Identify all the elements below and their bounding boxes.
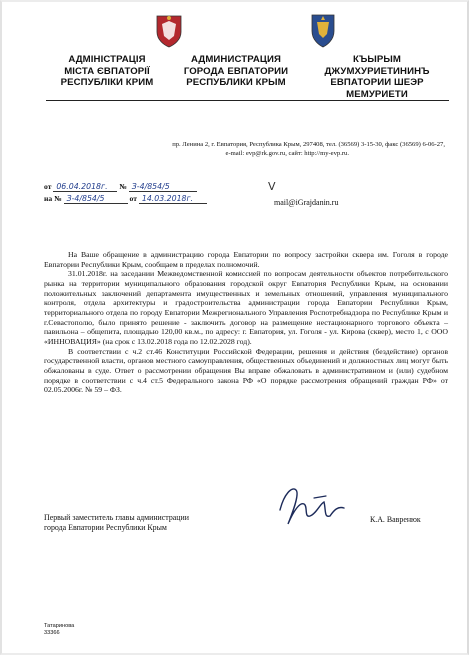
addressee-email: mail@iGrajdanin.ru	[274, 198, 339, 207]
executor-name: Татаринова	[44, 623, 75, 629]
header-line: МІСТА ЄВПАТОРІЇ	[64, 65, 150, 77]
header-crimean-tatar	[302, 54, 452, 100]
contact-address: пр. Ленина 2, г. Евпатория, Республика Крым, 297408, тел. (36569) 3-15-30, факс (36569) 6-06-27,	[172, 141, 445, 148]
outgoing-number: З-4/854/5	[129, 183, 197, 192]
checkmark-icon: V	[268, 180, 276, 193]
signatory-title	[44, 513, 189, 532]
header-line: ЕВПАТОРИИ ШЕЭР	[330, 77, 424, 88]
header-line: РЕСПУБЛІКИ КРИМ	[60, 77, 154, 88]
handwritten-signature	[274, 480, 354, 532]
header-divider	[46, 100, 449, 101]
letter-body	[44, 250, 448, 395]
header-ukrainian	[52, 54, 162, 89]
crimea-coat-of-arms-icon	[154, 12, 184, 48]
header-line: АДМИНИСТРАЦИЯ	[191, 54, 281, 65]
signatory-name: К.А. Вавренюк	[370, 515, 421, 524]
from-label: от	[44, 182, 52, 191]
executor-phone: 33366	[44, 629, 60, 636]
paragraph-decision: 31.01.2018г. на заседании Межведомственной комиссией по вопросам деятельности объектов потребительского рынка на территории муниципального образования городской округ Евпатория Республики Крым, на основании положительных заключений департамента имущественных и земельных отношений, управления муниципального контроля, отдела архитектуры и градостроительства администрации города Евпатории Республики Крым, территориального отдела по городу Евпатории Межрегионального Управления Роспотребнадзора по Республике Крым и г.Севастополю, было принято решение - заключить договор на размещение нестационарного торгового объекта – павильона – общепита, площадью 120,00 кв.м., по адресу: г. Евпатория, ул. Гоголя - ул. Кирова (сквер), место 1, с ООО «ИННОВАЦИЯ» (на срок с 13.02.2018 года по 12.02.2028 год).	[44, 269, 448, 346]
header-line: АДМІНІСТРАЦІЯ	[68, 54, 146, 65]
paragraph-intro: На Ваше обращение в администрацию города Евпатории по вопросу застройки сквера им. Гоголя в городе Евпатории Республики Крым, сообщаем в пределах полномочий.	[44, 250, 448, 269]
executor-info	[44, 623, 74, 637]
outgoing-date: 06.04.2018г.	[53, 183, 117, 192]
header-line: РЕСПУБЛИКИ КРЫМ	[186, 77, 286, 88]
reference-number: З-4/854/5	[64, 195, 128, 204]
signatory-title-line: Первый заместитель главы администрации	[44, 513, 189, 522]
evpatoria-coat-of-arms-icon	[308, 12, 338, 48]
header-line: МЕМУРИЕТИ	[346, 88, 408, 100]
incoming-reference	[44, 194, 207, 204]
contact-email: e-mail: evp@rk.gov.ru, сайт: http://my-evp.ru.	[225, 150, 349, 157]
header-line: ГОРОДА ЕВПАТОРИИ	[183, 65, 289, 77]
reference-date: 14.03.2018г.	[139, 195, 207, 204]
header-line: ДЖУМХУРИЕТИНИНЪ	[324, 65, 430, 77]
signatory-title-line: города Евпатории Республики Крым	[44, 522, 167, 532]
paragraph-appeal: В соответствии с ч.2 ст.46 Конституции Российской Федерации, решения и действия (бездействие) органов государственной власти, органов местного самоуправления, общественных объединений и должностных лиц могут быть обжалованы в суде. Ответ о рассмотрении обращения Вы вправе обжаловать в административном и (или) судебном порядке в соответствии с ч.4 ст.5 Федерального закона РФ «О порядке рассмотрения обращений граждан РФ» от 02.05.2006г. № 59 – ФЗ.	[44, 346, 448, 395]
number-label: №	[119, 182, 127, 191]
reply-to-label: на №	[44, 194, 62, 203]
reference-from-label: от	[129, 194, 137, 203]
outgoing-registration	[44, 182, 197, 192]
header-line: КЪЫРЫМ	[353, 54, 401, 65]
header-russian	[178, 54, 294, 89]
